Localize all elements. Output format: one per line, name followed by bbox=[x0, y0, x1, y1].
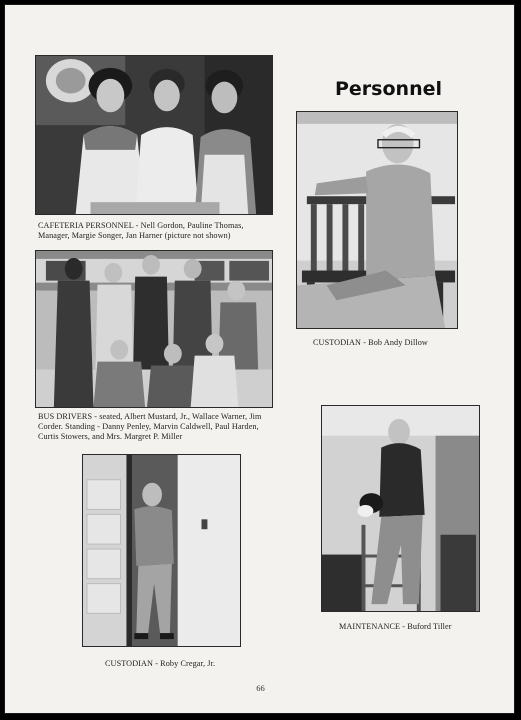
custodian-cregar-caption: CUSTODIAN - Roby Cregar, Jr. bbox=[105, 659, 216, 668]
page-number: 66 bbox=[256, 683, 265, 693]
bus-drivers-caption: BUS DRIVERS - seated, Albert Mustard, Jr., Wallace Warner, Jim Corder. Standing - Danny Penley, Marvin Caldwell, Paul Harden, Curtis Stowers, and Mrs. Margret P. Miller bbox=[38, 412, 262, 441]
custodian-dillow-photo bbox=[296, 111, 458, 329]
page-heading: Personnel bbox=[335, 78, 442, 100]
cafeteria-caption: CAFETERIA PERSONNEL - Nell Gordon, Pauline Thomas, Manager, Margie Songer, Jan Harner (picture not shown) bbox=[38, 221, 244, 240]
maintenance-photo bbox=[321, 405, 480, 612]
custodian-cregar-photo bbox=[82, 454, 241, 647]
custodian-dillow-caption: CUSTODIAN - Bob Andy Dillow bbox=[313, 338, 428, 347]
bus-drivers-photo bbox=[35, 250, 273, 408]
cafeteria-photo bbox=[35, 55, 273, 215]
maintenance-caption: MAINTENANCE - Buford Tiller bbox=[339, 622, 452, 631]
